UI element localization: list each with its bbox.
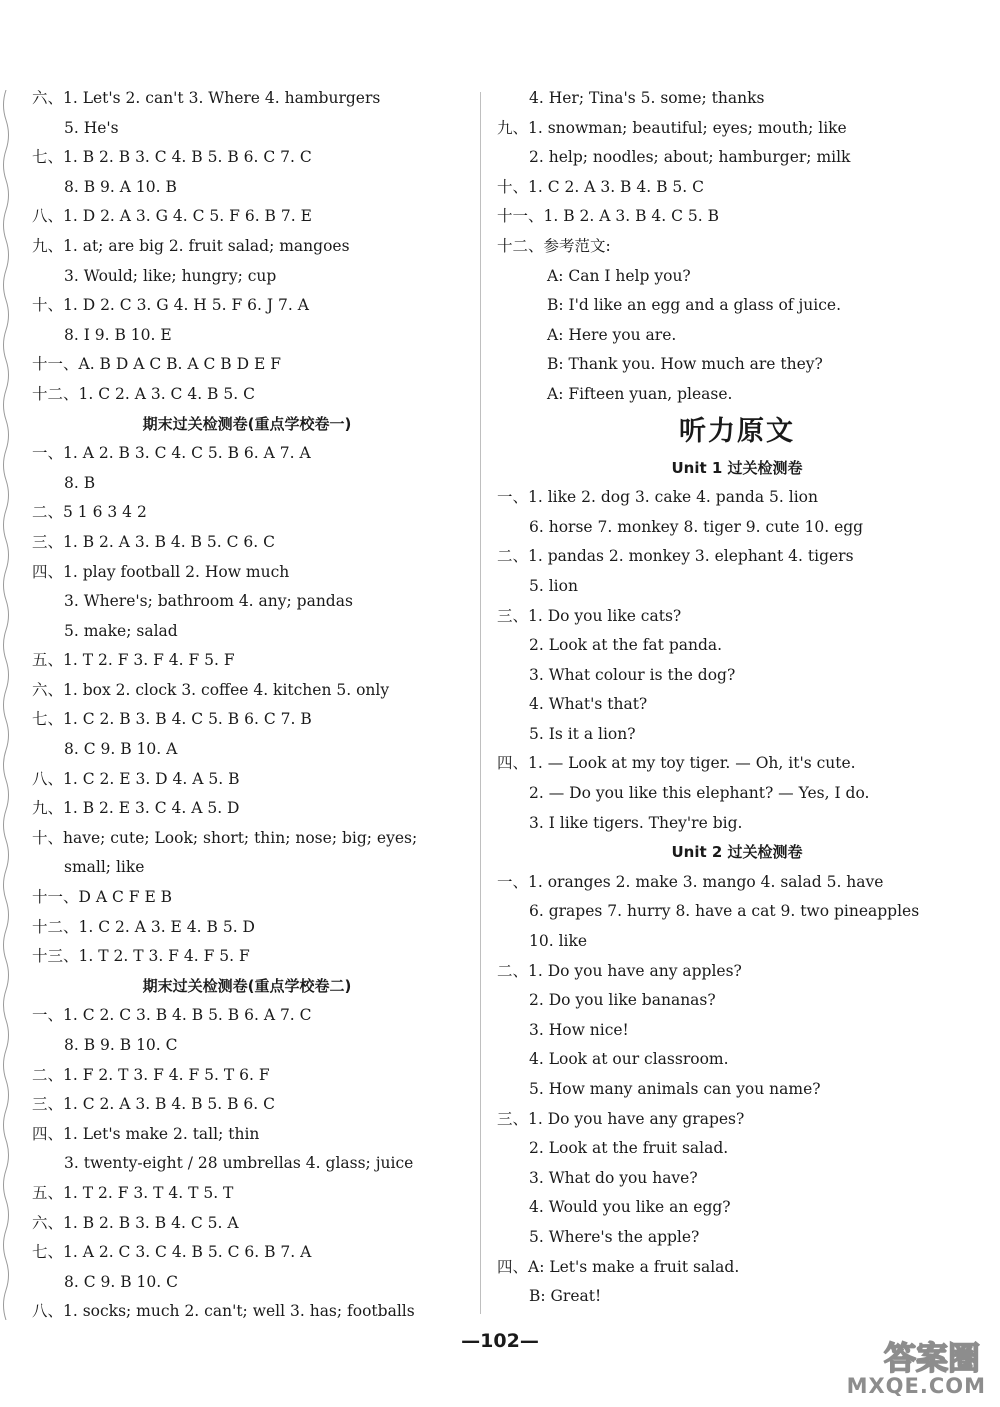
answer-line: 6. horse 7. monkey 8. tiger 9. cute 10. egg xyxy=(529,517,864,536)
answer-line: 八、1. socks; much 2. can't; well 3. has; footballs xyxy=(32,1302,415,1321)
answer-line: 2. Look at the fruit salad. xyxy=(529,1139,729,1158)
page-number: —102— xyxy=(461,1330,539,1352)
answer-line: B: Great! xyxy=(529,1287,602,1306)
answer-line: 二、5 1 6 3 4 2 xyxy=(32,503,147,522)
answer-line: 8. B 9. A 10. B xyxy=(64,177,177,196)
answer-line: 2. — Do you like this elephant? — Yes, I do. xyxy=(529,784,870,803)
answer-line: 十二、1. C 2. A 3. E 4. B 5. D xyxy=(32,917,255,936)
answer-line: B: I'd like an egg and a glass of juice. xyxy=(547,296,841,315)
answer-line: A: Can I help you? xyxy=(547,266,691,285)
answer-line: 2. Look at the fat panda. xyxy=(529,636,723,655)
answer-line: 十一、A. B D A C B. A C B D E F xyxy=(32,355,281,374)
answer-line: 四、A: Let's make a fruit salad. xyxy=(497,1257,740,1276)
answer-line: small; like xyxy=(64,858,145,877)
answer-line: B: Thank you. How much are they? xyxy=(547,355,823,374)
answer-line: 8. I 9. B 10. E xyxy=(64,325,172,344)
watermark-site: MXQE.COM xyxy=(846,1374,986,1398)
answer-line: 一、1. like 2. dog 3. cake 4. panda 5. lion xyxy=(497,488,818,507)
answer-line: 5. How many animals can you name? xyxy=(529,1080,821,1098)
answer-line: 四、1. play football 2. How much xyxy=(32,562,290,581)
answer-line: 8. C 9. B 10. A xyxy=(64,740,178,759)
answer-line: 三、1. B 2. A 3. B 4. B 5. C 6. C xyxy=(32,532,276,551)
answer-line: 七、1. C 2. B 3. B 4. C 5. B 6. C 7. B xyxy=(32,710,312,729)
section-heading: Unit 1 过关检测卷 xyxy=(671,458,803,477)
answer-line: 5. make; salad xyxy=(64,621,178,640)
answer-line: 八、1. C 2. E 3. D 4. A 5. B xyxy=(32,769,240,788)
answer-line: 2. Do you like bananas? xyxy=(529,991,716,1010)
answer-line: 六、1. box 2. clock 3. coffee 4. kitchen 5. only xyxy=(32,680,390,699)
answer-line: 8. C 9. B 10. C xyxy=(64,1272,178,1291)
answer-line: 四、1. Let's make 2. tall; thin xyxy=(32,1124,260,1143)
answer-line: 十二、参考范文: xyxy=(497,236,611,255)
answer-line: 七、1. B 2. B 3. C 4. B 5. B 6. C 7. C xyxy=(32,148,312,167)
answer-line: 一、1. C 2. C 3. B 4. B 5. B 6. A 7. C xyxy=(32,1006,312,1025)
answer-line: 一、1. oranges 2. make 3. mango 4. salad 5. have xyxy=(497,872,884,891)
answer-line: 六、1. Let's 2. can't 3. Where 4. hamburgers xyxy=(32,89,381,107)
answer-line: 十一、D A C F E B xyxy=(32,888,173,907)
answer-line: 5. Where's the apple? xyxy=(529,1227,700,1246)
answer-line: 4. Look at our classroom. xyxy=(529,1050,729,1069)
answer-line: 3. Where's; bathroom 4. any; pandas xyxy=(64,592,353,611)
answer-line: 九、1. at; are big 2. fruit salad; mangoes xyxy=(32,236,350,255)
answer-line: 8. B 9. B 10. C xyxy=(64,1036,178,1054)
answer-line: 九、1. snowman; beautiful; eyes; mouth; like xyxy=(497,118,847,137)
section-heading: Unit 2 过关检测卷 xyxy=(671,843,803,862)
answer-line: 三、1. Do you have any grapes? xyxy=(497,1109,745,1128)
answer-line: 五、1. T 2. F 3. F 4. F 5. F xyxy=(32,651,235,670)
answer-line: 4. Would you like an egg? xyxy=(529,1198,731,1217)
answer-line: 八、1. D 2. A 3. G 4. C 5. F 6. B 7. E xyxy=(32,207,312,226)
answer-line: 3. What do you have? xyxy=(529,1168,698,1187)
answer-line: 5. Is it a lion? xyxy=(529,724,636,743)
binding-edge-decoration xyxy=(0,90,12,1320)
answer-line: 二、1. F 2. T 3. F 4. F 5. T 6. F xyxy=(32,1065,270,1084)
answer-line: 二、1. Do you have any apples? xyxy=(497,961,742,980)
answer-line: 4. What's that? xyxy=(529,695,648,714)
answer-line: 3. Would; like; hungry; cup xyxy=(64,266,277,285)
answer-line: 三、1. C 2. A 3. B 4. B 5. B 6. C xyxy=(32,1095,276,1114)
answer-line: 十一、1. B 2. A 3. B 4. C 5. B xyxy=(497,207,720,226)
answer-line: 四、1. — Look at my toy tiger. — Oh, it's cute. xyxy=(497,754,856,773)
left-column xyxy=(32,84,462,1327)
answer-line: 6. grapes 7. hurry 8. have a cat 9. two pineapples xyxy=(529,902,920,921)
answer-line: 六、1. B 2. B 3. B 4. C 5. A xyxy=(32,1213,239,1232)
answer-line: 5. He's xyxy=(64,118,119,137)
watermark xyxy=(786,1338,986,1400)
answer-line: A: Here you are. xyxy=(547,325,677,344)
answer-line: 3. twenty-eight / 28 umbrellas 4. glass; juice xyxy=(64,1154,414,1173)
answer-line: 4. Her; Tina's 5. some; thanks xyxy=(529,89,765,107)
answer-line: 十、1. D 2. C 3. G 4. H 5. F 6. J 7. A xyxy=(32,296,309,315)
answer-line: 十三、1. T 2. T 3. F 4. F 5. F xyxy=(32,947,250,966)
answer-line: 九、1. B 2. E 3. C 4. A 5. D xyxy=(32,799,240,818)
watermark-logo xyxy=(802,1338,982,1374)
svg-text:答案圈: 答案圈 xyxy=(883,1339,980,1374)
answer-line: 3. I like tigers. They're big. xyxy=(529,813,743,832)
answer-line: 3. How nice! xyxy=(529,1020,629,1039)
answer-line: 五、1. T 2. F 3. T 4. T 5. T xyxy=(32,1183,234,1202)
answer-line: 10. like xyxy=(529,932,588,951)
answer-line: 2. help; noodles; about; hamburger; milk xyxy=(529,148,851,167)
section-heading: 期末过关检测卷(重点学校卷二) xyxy=(142,976,352,995)
answer-line: 8. B xyxy=(64,473,96,492)
answer-line: 十、have; cute; Look; short; thin; nose; big; eyes; xyxy=(32,828,418,847)
answer-line: 3. What colour is the dog? xyxy=(529,665,736,684)
answer-line: A: Fifteen yuan, please. xyxy=(547,384,733,403)
answer-line: 十二、1. C 2. A 3. C 4. B 5. C xyxy=(32,384,255,403)
answer-line: 5. lion xyxy=(529,576,578,595)
answer-line: 三、1. Do you like cats? xyxy=(497,606,682,625)
page-heading: 听力原文 xyxy=(679,415,795,447)
answer-line: 七、1. A 2. C 3. C 4. B 5. C 6. B 7. A xyxy=(32,1243,312,1262)
section-heading: 期末过关检测卷(重点学校卷一) xyxy=(142,414,352,433)
right-column xyxy=(497,84,977,1312)
answer-line: 十、1. C 2. A 3. B 4. B 5. C xyxy=(497,177,704,196)
answer-line: 一、1. A 2. B 3. C 4. C 5. B 6. A 7. A xyxy=(32,444,311,463)
column-divider xyxy=(480,92,481,1314)
answer-line: 二、1. pandas 2. monkey 3. elephant 4. tigers xyxy=(497,547,854,566)
